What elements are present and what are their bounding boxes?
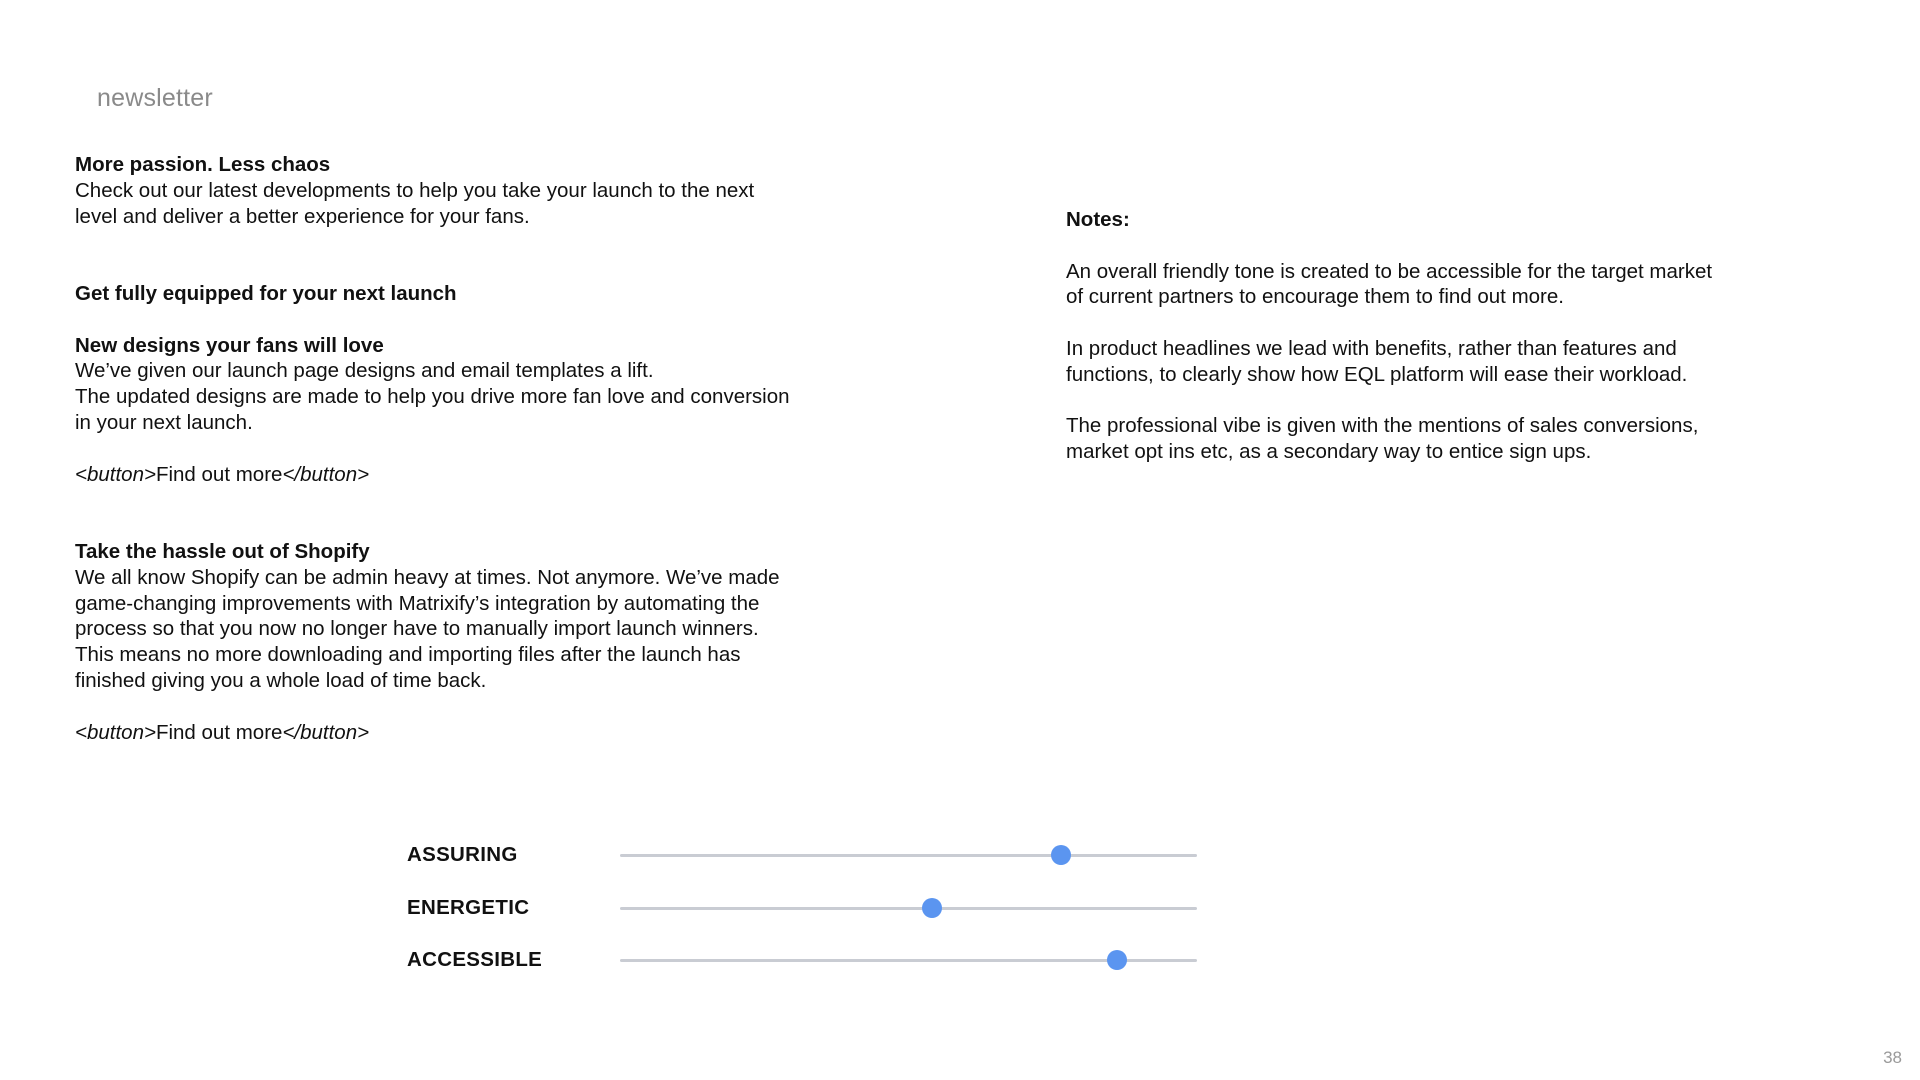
page-number: 38 bbox=[1883, 1048, 1902, 1067]
notes-text-line: In product headlines we lead with benefits, rather than features and bbox=[1066, 336, 1677, 360]
intro-title: More passion. Less chaos bbox=[75, 153, 331, 176]
section-label: newsletter bbox=[97, 84, 213, 112]
intro-text-line: Check out our latest developments to help you take your launch to the next bbox=[75, 178, 755, 202]
tone-slider-accessible bbox=[407, 941, 1197, 994]
notes-panel bbox=[1066, 207, 1786, 465]
button-close-tag: </button> bbox=[282, 720, 370, 744]
slider-track[interactable] bbox=[620, 854, 1197, 857]
slider-label: ASSURING bbox=[407, 843, 518, 866]
button-close-tag: </button> bbox=[282, 462, 370, 486]
shopify-find-out-more-button[interactable] bbox=[75, 720, 855, 746]
designs-find-out-more-button[interactable] bbox=[75, 462, 855, 488]
slider-track[interactable] bbox=[620, 907, 1197, 910]
designs-text-line: in your next launch. bbox=[75, 410, 253, 434]
designs-text-line: We’ve given our launch page designs and email templates a lift. bbox=[75, 359, 654, 383]
shopify-text-line: game-changing improvements with Matrixify’s integration by automating the bbox=[75, 591, 760, 615]
shopify-text-line: We all know Shopify can be admin heavy at times. Not anymore. We’ve made bbox=[75, 565, 780, 589]
notes-text-line: market opt ins etc, as a secondary way to entice sign ups. bbox=[1066, 440, 1592, 464]
tone-sliders bbox=[407, 836, 1197, 994]
designs-title: New designs your fans will love bbox=[75, 333, 384, 357]
notes-heading: Notes: bbox=[1066, 208, 1130, 231]
notes-text-line: functions, to clearly show how EQL platform will ease their workload. bbox=[1066, 362, 1688, 386]
tone-slider-energetic bbox=[407, 889, 1197, 942]
button-open-tag: <button> bbox=[75, 462, 156, 486]
intro-text-line: level and deliver a better experience for your fans. bbox=[75, 204, 530, 228]
shopify-text-line: process so that you now no longer have to manually import launch winners. bbox=[75, 617, 759, 641]
slider-label: ACCESSIBLE bbox=[407, 948, 543, 971]
slider-thumb[interactable] bbox=[922, 898, 942, 918]
slider-thumb[interactable] bbox=[1107, 950, 1127, 970]
newsletter-copy bbox=[75, 152, 855, 745]
equipped-heading: Get fully equipped for your next launch bbox=[75, 281, 457, 305]
notes-text-line: An overall friendly tone is created to be accessible for the target market bbox=[1066, 259, 1713, 283]
slider-thumb[interactable] bbox=[1051, 845, 1071, 865]
shopify-title: Take the hassle out of Shopify bbox=[75, 539, 370, 563]
slider-track[interactable] bbox=[620, 959, 1197, 962]
shopify-text-line: This means no more downloading and importing files after the launch has bbox=[75, 643, 741, 667]
button-label: Find out more bbox=[155, 720, 283, 744]
button-open-tag: <button> bbox=[75, 720, 156, 744]
slider-label: ENERGETIC bbox=[407, 895, 530, 919]
notes-text-line: of current partners to encourage them to find out more. bbox=[1066, 285, 1564, 309]
notes-text-line: The professional vibe is given with the mentions of sales conversions, bbox=[1066, 414, 1699, 438]
designs-text-line: The updated designs are made to help you drive more fan love and conversion bbox=[75, 385, 790, 409]
shopify-text-line: finished giving you a whole load of time back. bbox=[75, 668, 487, 692]
button-label: Find out more bbox=[155, 462, 283, 486]
tone-slider-assuring bbox=[407, 836, 1197, 889]
